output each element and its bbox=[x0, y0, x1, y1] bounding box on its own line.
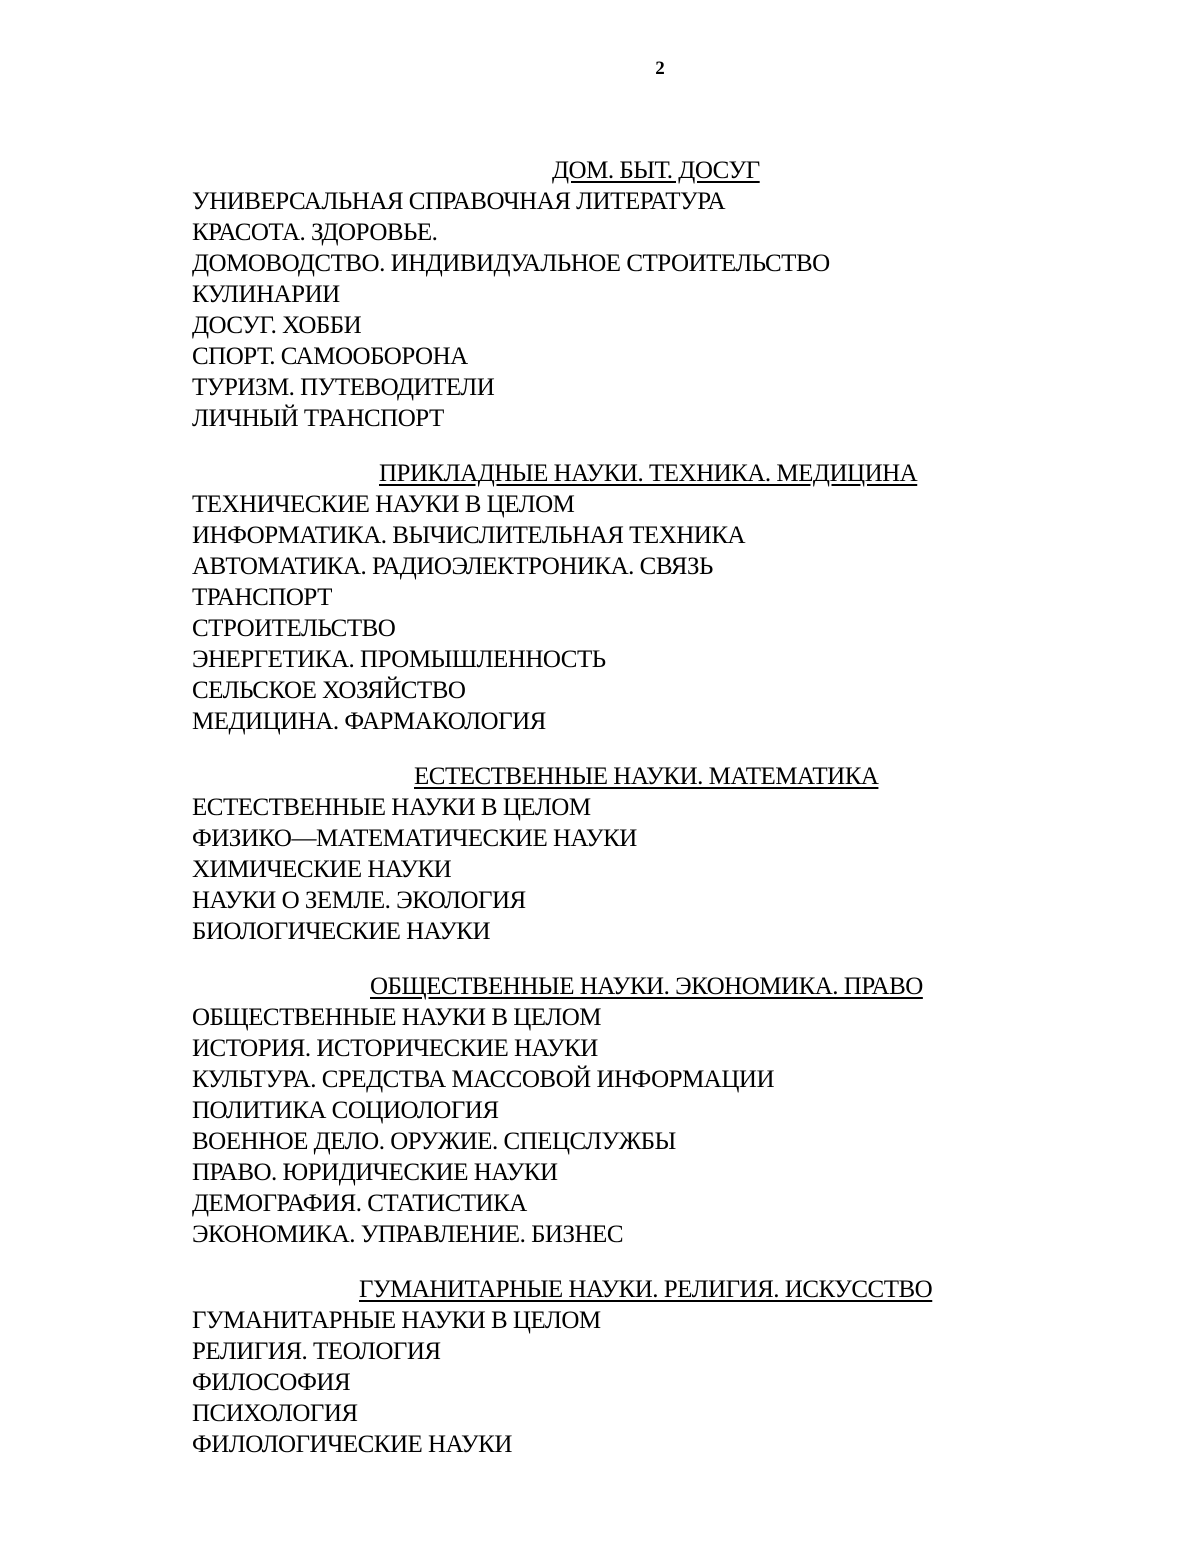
list-item: ФИЗИКО—МАТЕМАТИЧЕСКИЕ НАУКИ bbox=[192, 825, 637, 852]
list-item: ОБЩЕСТВЕННЫЕ НАУКИ В ЦЕЛОМ bbox=[192, 1004, 601, 1031]
list-item: ЭКОНОМИКА. УПРАВЛЕНИЕ. БИЗНЕС bbox=[192, 1221, 624, 1248]
list-item: НАУКИ О ЗЕМЛЕ. ЭКОЛОГИЯ bbox=[192, 887, 526, 914]
list-item: ДОСУГ. ХОББИ bbox=[192, 312, 362, 339]
list-item: УНИВЕРСАЛЬНАЯ СПРАВОЧНАЯ ЛИТЕРАТУРА bbox=[192, 188, 726, 215]
section-heading: ГУМАНИТАРНЫЕ НАУКИ. РЕЛИГИЯ. ИСКУССТВО bbox=[359, 1276, 933, 1303]
list-item: ТЕХНИЧЕСКИЕ НАУКИ В ЦЕЛОМ bbox=[192, 491, 575, 518]
list-item: РЕЛИГИЯ. ТЕОЛОГИЯ bbox=[192, 1338, 441, 1365]
section-heading: ЕСТЕСТВЕННЫЕ НАУКИ. МАТЕМАТИКА bbox=[414, 763, 879, 790]
section-items bbox=[192, 489, 1152, 737]
list-item: ПРАВО. ЮРИДИЧЕСКИЕ НАУКИ bbox=[192, 1159, 558, 1186]
list-item: БИОЛОГИЧЕСКИЕ НАУКИ bbox=[192, 918, 491, 945]
list-item: АВТОМАТИКА. РАДИОЭЛЕКТРОНИКА. СВЯЗЬ bbox=[192, 553, 713, 580]
section-applied-sciences bbox=[192, 458, 1152, 737]
section-items bbox=[192, 792, 1152, 947]
list-item: ПОЛИТИКА СОЦИОЛОГИЯ bbox=[192, 1097, 499, 1124]
page-number: 2 bbox=[655, 58, 665, 79]
list-item: МЕДИЦИНА. ФАРМАКОЛОГИЯ bbox=[192, 708, 546, 735]
section-heading: ДОМ. БЫТ. ДОСУГ bbox=[552, 157, 760, 184]
section-items bbox=[192, 1002, 1152, 1250]
list-item: ФИЛОСОФИЯ bbox=[192, 1369, 351, 1396]
list-item: СПОРТ. САМООБОРОНА bbox=[192, 343, 468, 370]
section-items bbox=[192, 186, 1152, 434]
list-item: ГУМАНИТАРНЫЕ НАУКИ В ЦЕЛОМ bbox=[192, 1307, 601, 1334]
list-item: ВОЕННОЕ ДЕЛО. ОРУЖИЕ. СПЕЦСЛУЖБЫ bbox=[192, 1128, 676, 1155]
catalog-content bbox=[192, 155, 1152, 1484]
section-social-sciences bbox=[192, 971, 1152, 1250]
list-item: ФИЛОЛОГИЧЕСКИЕ НАУКИ bbox=[192, 1431, 512, 1458]
section-heading: ПРИКЛАДНЫЕ НАУКИ. ТЕХНИКА. МЕДИЦИНА bbox=[379, 460, 918, 487]
list-item: ТРАНСПОРТ bbox=[192, 584, 332, 611]
list-item: ЕСТЕСТВЕННЫЕ НАУКИ В ЦЕЛОМ bbox=[192, 794, 591, 821]
list-item: СЕЛЬСКОЕ ХОЗЯЙСТВО bbox=[192, 677, 466, 704]
list-item: ДЕМОГРАФИЯ. СТАТИСТИКА bbox=[192, 1190, 527, 1217]
section-natural-sciences bbox=[192, 761, 1152, 947]
list-item: ТУРИЗМ. ПУТЕВОДИТЕЛИ bbox=[192, 374, 495, 401]
list-item: ИНФОРМАТИКА. ВЫЧИСЛИТЕЛЬНАЯ ТЕХНИКА bbox=[192, 522, 746, 549]
list-item: ХИМИЧЕСКИЕ НАУКИ bbox=[192, 856, 452, 883]
section-home-leisure bbox=[192, 155, 1152, 434]
list-item: КРАСОТА. ЗДОРОВЬЕ. bbox=[192, 219, 438, 246]
list-item: ЭНЕРГЕТИКА. ПРОМЫШЛЕННОСТЬ bbox=[192, 646, 606, 673]
list-item: ИСТОРИЯ. ИСТОРИЧЕСКИЕ НАУКИ bbox=[192, 1035, 598, 1062]
list-item: КУЛЬТУРА. СРЕДСТВА МАССОВОЙ ИНФОРМАЦИИ bbox=[192, 1066, 775, 1093]
section-heading: ОБЩЕСТВЕННЫЕ НАУКИ. ЭКОНОМИКА. ПРАВО bbox=[370, 973, 923, 1000]
section-humanities bbox=[192, 1274, 1152, 1460]
list-item: ЛИЧНЫЙ ТРАНСПОРТ bbox=[192, 405, 444, 432]
list-item: ДОМОВОДСТВО. ИНДИВИДУАЛЬНОЕ СТРОИТЕЛЬСТВО bbox=[192, 250, 830, 277]
list-item: ПСИХОЛОГИЯ bbox=[192, 1400, 358, 1427]
section-items bbox=[192, 1305, 1152, 1460]
list-item: КУЛИНАРИИ bbox=[192, 281, 340, 308]
list-item: СТРОИТЕЛЬСТВО bbox=[192, 615, 396, 642]
